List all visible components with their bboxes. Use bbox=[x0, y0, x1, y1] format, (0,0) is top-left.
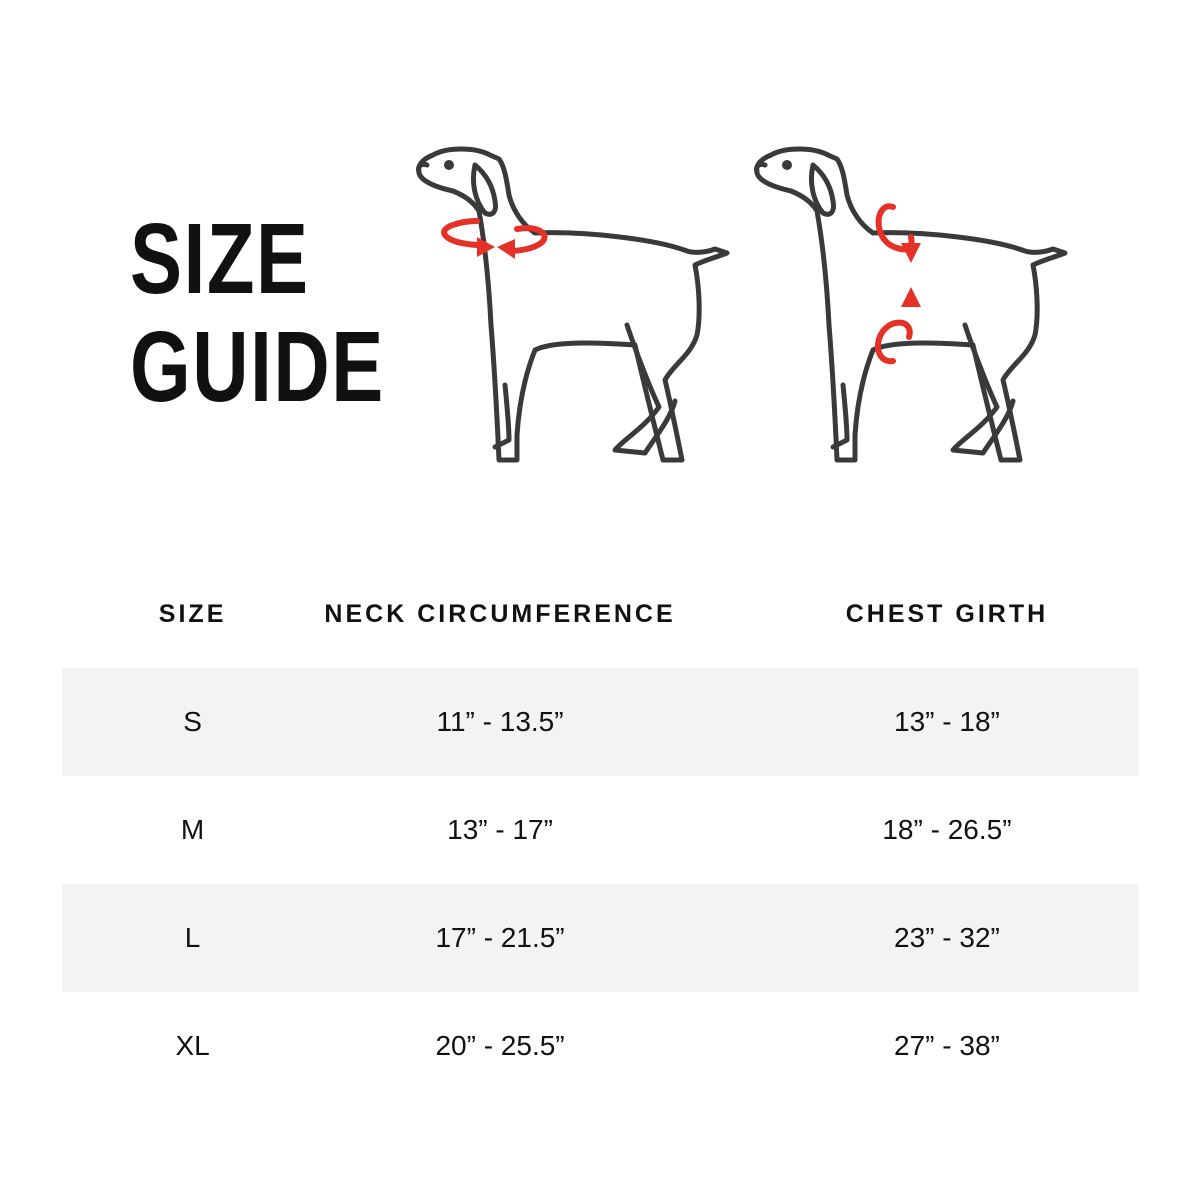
cell-chest: 27” - 38” bbox=[894, 1030, 1000, 1061]
table-row bbox=[62, 992, 1139, 1100]
cell-size: L bbox=[184, 922, 201, 953]
cell-size: M bbox=[180, 814, 205, 845]
header-size: SIZE bbox=[158, 599, 227, 628]
title-line-1: SIZE bbox=[130, 203, 310, 315]
table-row bbox=[62, 884, 1139, 992]
table-row bbox=[62, 776, 1139, 884]
table-header bbox=[62, 560, 1139, 668]
cell-size: XL bbox=[175, 1030, 210, 1061]
header-chest: CHEST GIRTH bbox=[845, 599, 1049, 628]
cell-chest: 23” - 32” bbox=[894, 922, 1000, 953]
cell-chest: 18” - 26.5” bbox=[882, 814, 1012, 845]
dog-neck-measure-icon bbox=[405, 135, 765, 475]
table-row bbox=[62, 668, 1139, 776]
cell-neck: 11” - 13.5” bbox=[436, 706, 564, 737]
cell-chest: 13” - 18” bbox=[894, 706, 1000, 737]
cell-size: S bbox=[183, 706, 202, 737]
dog-chest-measure-icon bbox=[743, 135, 1103, 475]
cell-neck: 17” - 21.5” bbox=[435, 922, 565, 953]
title-line-2: GUIDE bbox=[130, 311, 385, 423]
dog-illustrations bbox=[405, 135, 1125, 475]
cell-neck: 20” - 25.5” bbox=[435, 1030, 565, 1061]
cell-neck: 13” - 17” bbox=[447, 814, 553, 845]
header-neck: NECK CIRCUMFERENCE bbox=[324, 599, 676, 628]
page-title bbox=[130, 205, 390, 421]
size-table bbox=[62, 560, 1139, 1100]
